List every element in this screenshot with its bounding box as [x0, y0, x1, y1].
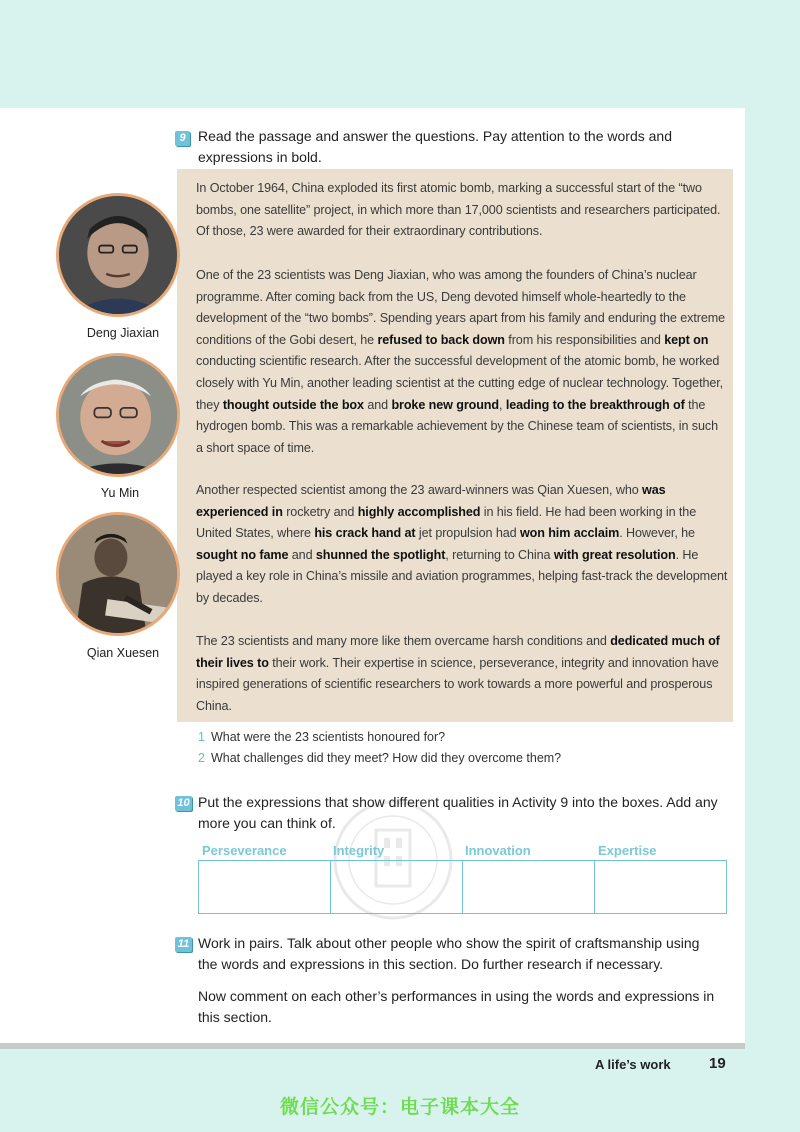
column-header-perseverance: Perseverance: [202, 843, 287, 858]
caption-yu-min: Yu Min: [100, 486, 140, 500]
innovation-box[interactable]: [463, 861, 595, 913]
bold-expression: won him acclaim: [519, 526, 620, 541]
bold-expression: broke new ground: [391, 397, 499, 412]
question-1: [198, 730, 445, 744]
question-1-number: 1: [198, 730, 205, 744]
bold-expression: dedicated much of their lives to: [196, 634, 720, 670]
question-2-text: What challenges did they meet? How did they overcome them?: [210, 751, 562, 765]
perseverance-box[interactable]: [199, 861, 331, 913]
bold-expression: with great resolution: [553, 547, 676, 562]
integrity-box[interactable]: [331, 861, 463, 913]
caption-qian-xuesen: Qian Xuesen: [86, 646, 160, 660]
bold-expression: thought outside the box: [222, 397, 364, 412]
bold-expression: highly accomplished: [357, 504, 481, 519]
question-1-text: What were the 23 scientists honoured for?: [210, 730, 446, 744]
activity-11-instruction: Work in pairs. Talk about other people who show the spirit of craftsmanship using the words and expressions in this section. Do further research if necessary.: [198, 935, 700, 972]
footer-page-number: 19: [709, 1055, 726, 1072]
activity-9-instruction: Read the passage and answer the questions. Pay attention to the words and expressions in bold.: [198, 128, 672, 165]
question-2: [198, 751, 561, 765]
footer-unit-title: A life’s work: [595, 1057, 671, 1072]
expertise-box[interactable]: [595, 861, 726, 913]
column-header-expertise: Expertise: [598, 843, 657, 858]
activity-11-instruction-2: Now comment on each other’s performances in using the words and expressions in this section.: [198, 988, 715, 1025]
bold-expression: leading to the breakthrough of: [505, 397, 685, 412]
bold-expression: kept on: [664, 332, 709, 347]
caption-deng-jiaxian: Deng Jiaxian: [86, 326, 160, 340]
column-header-integrity: Integrity: [333, 843, 385, 858]
bold-expression: shunned the spotlight: [315, 547, 446, 562]
passage-paragraph-1: In October 1964, China exploded its first atomic bomb, marking a successful start of the “two bombs, one satellite” project, in which more than 17,000 scientists and researchers participated. Of those, 23 were awarded for their extraordinary contributions.: [196, 181, 721, 239]
portrait-yu-min: [56, 353, 180, 477]
activity-10-number-badge: 10: [175, 796, 192, 811]
bold-expression: his crack hand at: [314, 526, 416, 541]
activity-9-number-badge: 9: [175, 131, 190, 146]
qualities-table: [198, 860, 727, 914]
activity-10-instruction: Put the expressions that show different qualities in Activity 9 into the boxes. Add any more you can think of.: [198, 794, 718, 831]
bold-expression: sought no fame: [196, 547, 289, 562]
page-bottom-band: [0, 1043, 745, 1049]
portrait-qian-xuesen: [56, 512, 180, 636]
passage-paragraph-2: One of the 23 scientists was Deng Jiaxian, who was among the founders of China’s nuclear programme. After coming back from the US, Deng devoted himself whole-heartedly to the development of the “two bombs”. Spending years apart from his family and enduring the extreme conditions of the Gobi desert, he refused to back down from his responsibilities and kept on conducting scientific research. After the successful development of the atomic bomb, he worked closely with Yu Min, another leading scientist at the cutting edge of nuclear technology. Together, they thought outside the box and broke new ground, leading to the breakthrough of the hydrogen bomb. This was a remarkable achievement by the Chinese team of scientists, in such a short space of time.: [196, 268, 726, 455]
portrait-deng-jiaxian: [56, 193, 180, 317]
bold-expression: refused to back down: [377, 332, 505, 347]
passage-paragraph-4: The 23 scientists and many more like them overcame harsh conditions and dedicated much of their lives to their work. Their expertise in science, perseverance, integrity and innovation have inspired generations of scientific researchers to work towards a more powerful and prosperous China.: [196, 634, 720, 713]
question-2-number: 2: [198, 751, 205, 765]
passage-paragraph-3: Another respected scientist among the 23 award-winners was Qian Xuesen, who was experienced in rocketry and highly accomplished in his field. He had been working in the United States, where his crack hand at jet propulsion had won him acclaim. However, he sought no fame and shunned the spotlight, returning to China with great resolution. He played a key role in China’s missile and aviation programmes, helping fast-track the development by decades.: [196, 483, 728, 605]
bold-expression: was experienced in: [196, 483, 666, 519]
column-header-innovation: Innovation: [465, 843, 531, 858]
activity-11-number-badge: 11: [175, 937, 192, 952]
wechat-account-banner: 微信公众号：电子课本大全: [279, 1097, 520, 1118]
